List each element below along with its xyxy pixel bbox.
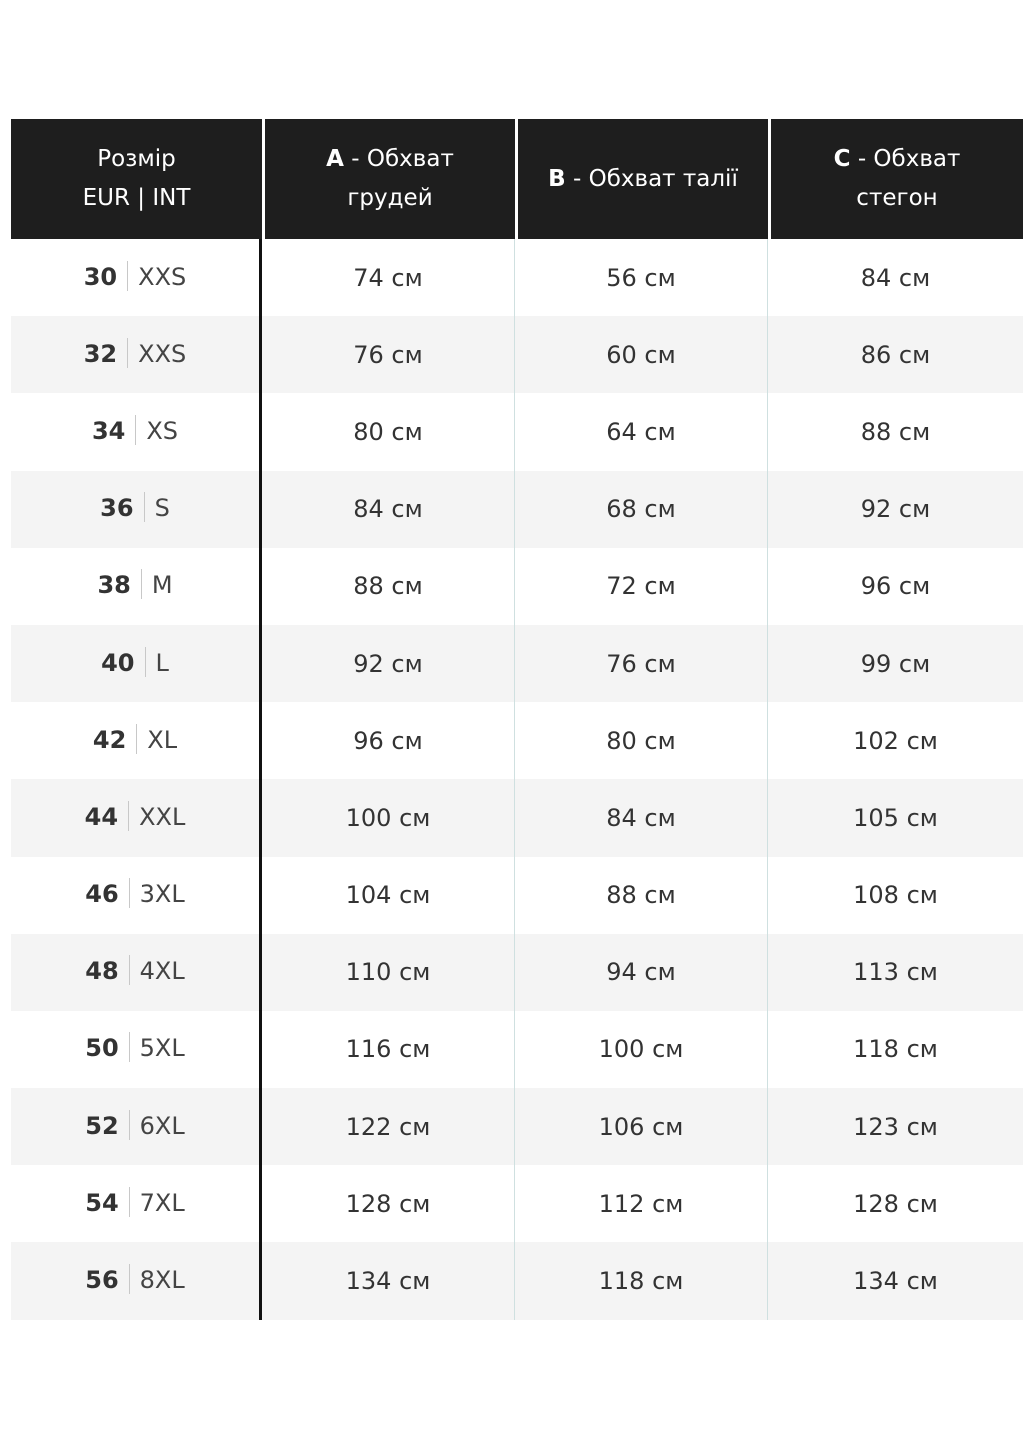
size-separator [145,647,146,677]
table-row [11,548,1023,625]
hips-cell: 96 см [768,548,1023,625]
table-row [11,1088,1023,1165]
header-size-systems: EUR | INT [82,185,191,211]
hips-cell: 88 см [768,393,1023,470]
header-waist-label: - Обхват талії [573,165,738,192]
table-row [11,1165,1023,1242]
eur-size: 34 [91,416,126,445]
hips-cell: 108 см [768,857,1023,934]
chest-cell: 116 см [262,1011,515,1088]
int-size: M [151,571,173,600]
waist-cell: 76 см [515,625,768,702]
hips-cell: 123 см [768,1088,1023,1165]
chest-cell: 104 см [262,857,515,934]
eur-size: 36 [100,494,134,523]
header-chest-line2: грудей [347,185,433,211]
table-row [11,471,1023,548]
header-hips-letter: C [833,146,851,172]
int-size: 7XL [139,1188,185,1217]
size-separator [129,1187,130,1217]
waist-cell: 64 см [515,393,768,470]
waist-cell: 100 см [515,1011,768,1088]
size-separator [141,569,142,599]
hips-cell: 118 см [768,1011,1023,1088]
int-size: 3XL [139,880,185,909]
waist-cell: 60 см [515,316,768,393]
table-row [11,239,1023,316]
int-size: 6XL [139,1111,185,1140]
int-size: L [155,648,169,677]
size-cell [11,702,262,779]
size-separator [136,724,137,754]
size-separator [135,415,136,445]
hips-cell: 105 см [768,779,1023,856]
eur-size: 30 [83,262,118,291]
size-chart-table [11,119,1023,1320]
size-separator [129,878,130,908]
eur-size: 32 [83,339,118,368]
header-size-title: Розмір [97,146,176,172]
chest-cell: 92 см [262,625,515,702]
hips-cell: 84 см [768,239,1023,316]
header-size [11,119,262,239]
hips-cell: 86 см [768,316,1023,393]
header-waist-letter: B [548,165,566,192]
size-cell [11,1165,262,1242]
eur-size: 40 [101,648,135,677]
size-separator [144,492,145,522]
table-body [11,239,1023,1320]
header-hips-label: - Обхват [857,146,961,172]
header-chest-line1 [273,140,507,179]
hips-cell: 128 см [768,1165,1023,1242]
size-separator [129,1264,130,1294]
table-row [11,779,1023,856]
header-row [11,119,1023,239]
int-size: XXS [138,339,187,368]
table-row [11,702,1023,779]
eur-size: 42 [92,725,127,754]
size-cell [11,779,262,856]
header-chest [262,119,515,239]
int-size: XXL [139,802,186,831]
header-hips-line1 [779,140,1015,179]
waist-cell: 88 см [515,857,768,934]
int-size: 8XL [139,1266,185,1295]
hips-cell: 134 см [768,1242,1023,1319]
int-size: XS [146,416,179,445]
table-row [11,857,1023,934]
chest-cell: 80 см [262,393,515,470]
eur-size: 44 [84,802,119,831]
chest-cell: 128 см [262,1165,515,1242]
table-row [11,316,1023,393]
chest-cell: 134 см [262,1242,515,1319]
waist-cell: 118 см [515,1242,768,1319]
eur-size: 50 [85,1034,119,1063]
size-cell [11,625,262,702]
chest-cell: 122 см [262,1088,515,1165]
header-waist-line1 [526,160,760,199]
chest-cell: 74 см [262,239,515,316]
waist-cell: 94 см [515,934,768,1011]
table-row [11,625,1023,702]
table-row [11,934,1023,1011]
hips-cell: 92 см [768,471,1023,548]
size-cell [11,934,262,1011]
size-cell [11,857,262,934]
eur-size: 56 [85,1266,119,1295]
size-cell [11,1088,262,1165]
int-size: 4XL [139,957,185,986]
header-waist [515,119,768,239]
header-size-eur: EUR [82,185,130,211]
int-size: S [154,494,170,523]
header-hips [768,119,1023,239]
header-hips-line2: стегон [856,185,938,211]
table-row [11,393,1023,470]
chest-cell: 88 см [262,548,515,625]
table-row [11,1242,1023,1319]
eur-size: 38 [97,571,131,600]
header-chest-label: - Обхват [351,146,454,172]
size-cell [11,393,262,470]
header-chest-letter: A [326,146,344,172]
waist-cell: 72 см [515,548,768,625]
size-cell [11,1242,262,1319]
size-separator [129,1032,130,1062]
waist-cell: 106 см [515,1088,768,1165]
chest-cell: 100 см [262,779,515,856]
table-header [11,119,1023,239]
eur-size: 48 [85,957,119,986]
size-separator [129,955,130,985]
size-separator [127,338,128,368]
waist-cell: 68 см [515,471,768,548]
chest-cell: 76 см [262,316,515,393]
size-cell [11,548,262,625]
int-size: XXS [138,262,187,291]
size-cell [11,471,262,548]
chest-cell: 110 см [262,934,515,1011]
eur-size: 52 [85,1111,119,1140]
chest-cell: 96 см [262,702,515,779]
size-cell [11,239,262,316]
int-size: XL [147,725,178,754]
size-separator [128,801,129,831]
size-separator [127,261,128,291]
size-cell [11,1011,262,1088]
hips-cell: 102 см [768,702,1023,779]
hips-cell: 99 см [768,625,1023,702]
eur-size: 46 [85,880,119,909]
table-row [11,1011,1023,1088]
waist-cell: 112 см [515,1165,768,1242]
size-cell [11,316,262,393]
header-size-int: INT [152,185,191,211]
int-size: 5XL [139,1034,185,1063]
chest-cell: 84 см [262,471,515,548]
waist-cell: 80 см [515,702,768,779]
hips-cell: 113 см [768,934,1023,1011]
waist-cell: 84 см [515,779,768,856]
waist-cell: 56 см [515,239,768,316]
eur-size: 54 [85,1188,119,1217]
size-separator [129,1110,130,1140]
